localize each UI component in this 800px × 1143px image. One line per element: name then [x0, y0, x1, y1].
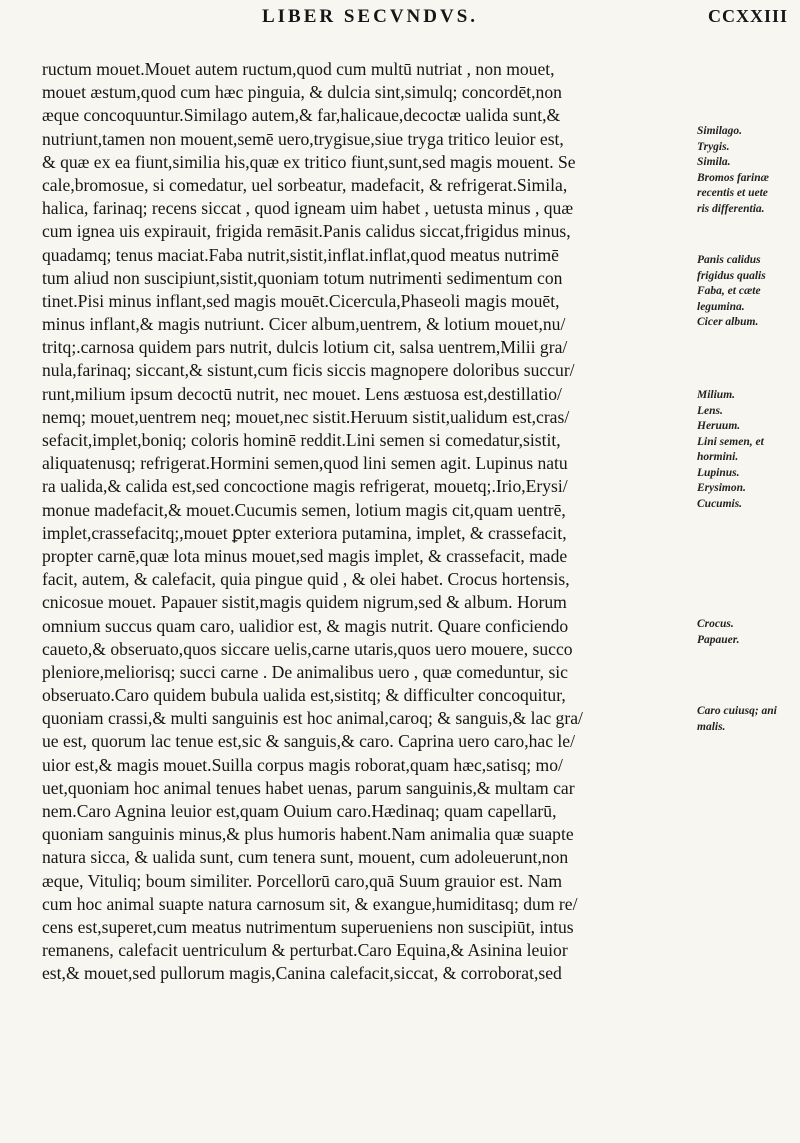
- marginal-note-crocus: [697, 617, 800, 648]
- marginal-note-line: Cicer album.: [697, 316, 759, 328]
- text-line: sefacit,implet,boniq; coloris hominē reddit.Lini semen si comedatur,sistit,: [42, 430, 561, 450]
- marginal-note-line: Lupinus.: [697, 466, 740, 479]
- text-line: cale,bromosue, si comedatur, uel sorbeatur, madefacit, & refrigerat.Simila,: [42, 174, 568, 195]
- body-text: [42, 58, 692, 986]
- marginal-note-panis: [697, 253, 800, 331]
- marginal-note-line: Trygis.: [697, 140, 730, 153]
- text-line: monue madefacit,& mouet.Cucumis semen, lotium magis cit,quam uentrē,: [42, 499, 566, 520]
- text-line: nula,farinaq; siccant,& sistunt,cum ficis siccis magnopere doloribus succur/: [42, 360, 575, 381]
- text-line: tinet.Pisi minus inflant,sed magis mouēt.Cicercula,Phaseoli magis mouēt,: [42, 290, 560, 311]
- text-line: quoniam crassi,& multi sanguinis est hoc animal,caroq; & sanguis,& lac gra/: [42, 708, 583, 729]
- marginal-note-line: Papauer.: [697, 633, 740, 646]
- text-line: cum ignea uis expirauit, frigida remāsit.Panis calidus siccat,frigidus minus,: [42, 221, 571, 242]
- text-line: propter carnē,quæ lota minus mouet,sed magis implet, & crassefacit, made: [42, 545, 568, 566]
- marginal-note-line: Faba, et cæte: [697, 285, 761, 297]
- marginal-note-line: Milium.: [697, 389, 736, 401]
- text-line: nutriunt,tamen non mouent,semē uero,trygisue,siue tryga tritico leuior est,: [42, 128, 564, 149]
- marginal-note-line: recentis et uete: [697, 187, 768, 199]
- text-line: cum hoc animal suapte natura carnosum sit, & exangue,humiditasq; dum re/: [42, 893, 578, 914]
- text-line: quadamq; tenus maciat.Faba nutrit,sistit,inflat.inflat,quod meatus nutrimē: [42, 244, 559, 265]
- marginal-note-line: ris differentia.: [697, 202, 765, 215]
- marginal-note-line: Caro cuiusq; ani: [697, 705, 777, 717]
- text-line: mouet æstum,quod cum hæc pinguia, & dulcia sint,simulq; concordēt,non: [42, 82, 562, 103]
- marginal-note-line: Heruum.: [697, 420, 741, 432]
- text-line: obseruato.Caro quidem bubula ualida est,sistitq; & difficulter concoquitur,: [42, 685, 566, 706]
- marginal-note-line: Erysimon.: [697, 482, 746, 494]
- text-line: cnicosue mouet. Papauer sistit,magis quidem nigrum,sed & album. Horum: [42, 592, 567, 613]
- text-line: quoniam sanguinis minus,& plus humoris habent.Nam animalia quæ suapte: [42, 824, 574, 845]
- text-line: uet,quoniam hoc animal tenues habet uenas, parum sanguinis,& multam car: [42, 777, 575, 798]
- text-line: implet,crassefacitq;,mouet ꝑpter exteriora putamina, implet, & crassefacit,: [42, 522, 567, 543]
- marginal-note-line: Simila.: [697, 156, 731, 168]
- text-line: aliquatenusq; refrigerat.Hormini semen,quod lini semen agit. Lupinus natu: [42, 453, 568, 474]
- marginal-note-line: Lini semen, et: [697, 435, 764, 448]
- text-line: natura sicca, & ualida sunt, cum tenera sunt, mouent, cum adoleuerunt,non: [42, 847, 569, 868]
- marginal-note-line: Lens.: [697, 404, 723, 417]
- marginal-note-line: Bromos farinæ: [697, 171, 769, 184]
- marginal-note-milium: [697, 388, 800, 512]
- marginal-note-caro: [697, 704, 800, 735]
- text-line: æque, Vituliq; boum similiter. Porcellorū caro,quā Suum grauior est. Nam: [42, 870, 563, 891]
- text-line: halica, farinaq; recens siccat , quod igneam uim habet , uetusta minus , quæ: [42, 198, 574, 219]
- text-line: nem.Caro Agnina leuior est,quam Ouium caro.Hædinaq; quam capellarū,: [42, 801, 557, 821]
- marginal-note-line: malis.: [697, 720, 726, 733]
- text-line: runt,milium ipsum decoctū nutrit, nec mouet. Lens æstuosa est,destillatio/: [42, 383, 562, 404]
- marginal-note-line: Similago.: [697, 125, 743, 137]
- marginal-note-line: frigidus qualis: [697, 269, 766, 282]
- marginal-note-line: hormini.: [697, 451, 739, 463]
- text-line: ue est, quorum lac tenue est,sic & sanguis,& caro. Caprina uero caro,hac le/: [42, 731, 576, 752]
- text-line: remanens, calefacit uentriculum & perturbat.Caro Equina,& Asinina leuior: [42, 940, 568, 961]
- text-line: facit, autem, & calefacit, quia pingue quid , & olei habet. Crocus hortensis,: [42, 569, 570, 590]
- text-line: nemq; mouet,uentrem neq; mouet,nec sistit.Heruum sistit,ualidum est,cras/: [42, 406, 570, 427]
- text-line: ra ualida,& calida est,sed concoctione magis refrigerat, mouetq;.Irio,Erysi/: [42, 476, 568, 497]
- text-line: uior est,& magis mouet.Suilla corpus magis roborat,quam hæc,satisq; mo/: [42, 754, 563, 775]
- marginal-note-similago: [697, 124, 800, 217]
- text-line: æque concoquuntur.Similago autem,& far,halicaue,decoctæ ualida sunt,&: [42, 105, 561, 126]
- running-header-title: LIBER SECVNDVS.: [261, 6, 479, 27]
- marginal-note-line: Panis calidus: [697, 254, 761, 266]
- marginal-note-line: Cucumis.: [697, 497, 743, 510]
- text-line: omnium succus quam caro, ualidior est, & magis nutrit. Quare conficiendo: [42, 615, 569, 636]
- text-line: & quæ ex ea fiunt,similia his,quæ ex tritico fiunt,sunt,sed magis mouent. Se: [42, 151, 576, 172]
- text-line: caueto,& obseruato,quos siccare uelis,carne utaris,quos uero mouere, succo: [42, 638, 573, 659]
- text-line: cens est,superet,cum meatus nutrimentum superueniens non suscipiūt, intus: [42, 916, 574, 937]
- text-line: pleniore,meliorisq; succi carne . De animalibus uero , quæ comeduntur, sic: [42, 661, 568, 682]
- marginal-note-line: Crocus.: [697, 618, 734, 630]
- text-line: minus inflant,& magis nutriunt. Cicer album,uentrem, & lotium mouet,nu/: [42, 314, 566, 335]
- text-line: tritq;.carnosa quidem pars nutrit, dulcis lotium cit, salsa uentrem,Milii gra/: [42, 337, 568, 358]
- folio-number: CCXXIII: [707, 6, 788, 26]
- text-line: est,& mouet,sed pullorum magis,Canina calefacit,siccat, & corroborat,sed: [42, 963, 562, 984]
- marginal-note-line: legumina.: [697, 300, 745, 313]
- text-line: ructum mouet.Mouet autem ructum,quod cum multū nutriat , non mouet,: [42, 59, 555, 79]
- text-line: tum aliud non suscipiunt,sistit,quoniam totum nutrimenti sedimentum con: [42, 267, 563, 288]
